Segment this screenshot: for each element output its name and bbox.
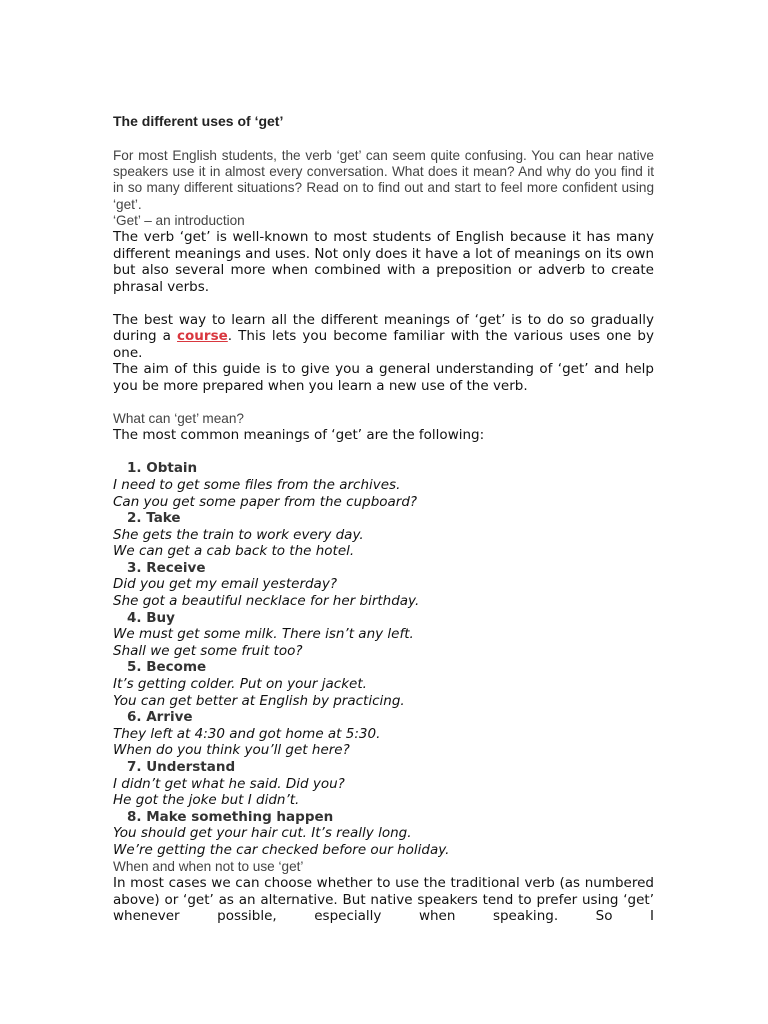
meaning-heading: 1. Obtain <box>127 460 198 477</box>
meaning-heading: 5. Become <box>127 659 207 676</box>
meaning-heading: 6. Arrive <box>127 709 193 726</box>
course-link[interactable]: course <box>177 328 228 345</box>
subheading-introduction: ‘Get’ – an introduction <box>113 212 245 228</box>
meaning-example: I didn’t get what he said. Did you? <box>113 775 345 792</box>
meaning-example: Can you get some paper from the cupboard? <box>113 493 418 510</box>
meaning-item-receive <box>113 560 654 610</box>
paragraph-best-way-text-1: The best way to learn all the different meanings of ‘get’ is to do so gradually during a <box>113 311 654 345</box>
meaning-heading: 8. Make something happen <box>127 808 334 825</box>
meaning-example: You should get your hair cut. It’s really long. <box>113 825 412 842</box>
meaning-example: We can get a cab back to the hotel. <box>113 543 355 560</box>
paragraph-best-way-text-2: . This lets you become familiar with the various uses one by one. <box>113 328 654 361</box>
meaning-example: They left at 4:30 and got home at 5:30. <box>113 725 381 742</box>
meaning-example: He got the joke but I didn’t. <box>113 792 300 809</box>
meaning-item-understand <box>113 759 654 809</box>
meaning-example: When do you think you’ll get here? <box>113 742 350 759</box>
meanings-list <box>113 460 654 858</box>
meaning-heading: 3. Receive <box>127 559 206 576</box>
meaning-example: You can get better at English by practicing. <box>113 692 405 709</box>
paragraph-when-to-use: In most cases we can choose whether to use the traditional verb (as numbered above) or ‘get’ as an alternative. But native speakers tend to prefer using ‘get’ whenever possible, especially when speaking. So I <box>113 875 654 925</box>
paragraph-well-known: The verb ‘get’ is well-known to most students of English because it has many different meanings and uses. Not only does it have a lot of meanings on its own but also several more when combined with a preposition or adverb to create phrasal verbs. <box>113 229 654 295</box>
document-title: The different uses of ‘get’ <box>113 113 284 129</box>
meaning-item-buy <box>113 610 654 660</box>
meaning-example: She got a beautiful necklace for her birthday. <box>113 593 420 610</box>
meaning-example: We’re getting the car checked before our holiday. <box>113 841 450 858</box>
meaning-item-make-something-happen <box>113 809 654 859</box>
intro-paragraph: For most English students, the verb ‘get’ can seem quite confusing. You can hear native speakers use it in almost every conversation. What does it mean? And why do you find it in so many different situations? Read on to find out and start to feel more confident using ‘get’. <box>113 148 654 212</box>
meaning-heading: 4. Buy <box>127 609 175 626</box>
meaning-item-become <box>113 659 654 709</box>
subheading-what-can-get-mean: What can ‘get’ mean? <box>113 410 244 426</box>
meaning-example: It’s getting colder. Put on your jacket. <box>113 676 367 693</box>
meaning-item-arrive <box>113 709 654 759</box>
meaning-example: Shall we get some fruit too? <box>113 642 303 659</box>
meaning-item-obtain <box>113 460 654 510</box>
meanings-lead: The most common meanings of ‘get’ are the following: <box>113 427 485 444</box>
meaning-example: I need to get some files from the archives. <box>113 476 401 493</box>
meaning-item-take <box>113 510 654 560</box>
paragraph-best-way <box>113 312 654 362</box>
meaning-heading: 2. Take <box>127 510 181 527</box>
paragraph-aim: The aim of this guide is to give you a general understanding of ‘get’ and help you be more prepared when you learn a new use of the verb. <box>113 361 654 394</box>
meaning-example: We must get some milk. There isn’t any left. <box>113 626 414 643</box>
subheading-when-to-use: When and when not to use ‘get’ <box>113 858 304 874</box>
meaning-heading: 7. Understand <box>127 759 236 775</box>
meaning-example: She gets the train to work every day. <box>113 526 364 543</box>
document-page <box>113 112 654 925</box>
meaning-example: Did you get my email yesterday? <box>113 576 337 593</box>
